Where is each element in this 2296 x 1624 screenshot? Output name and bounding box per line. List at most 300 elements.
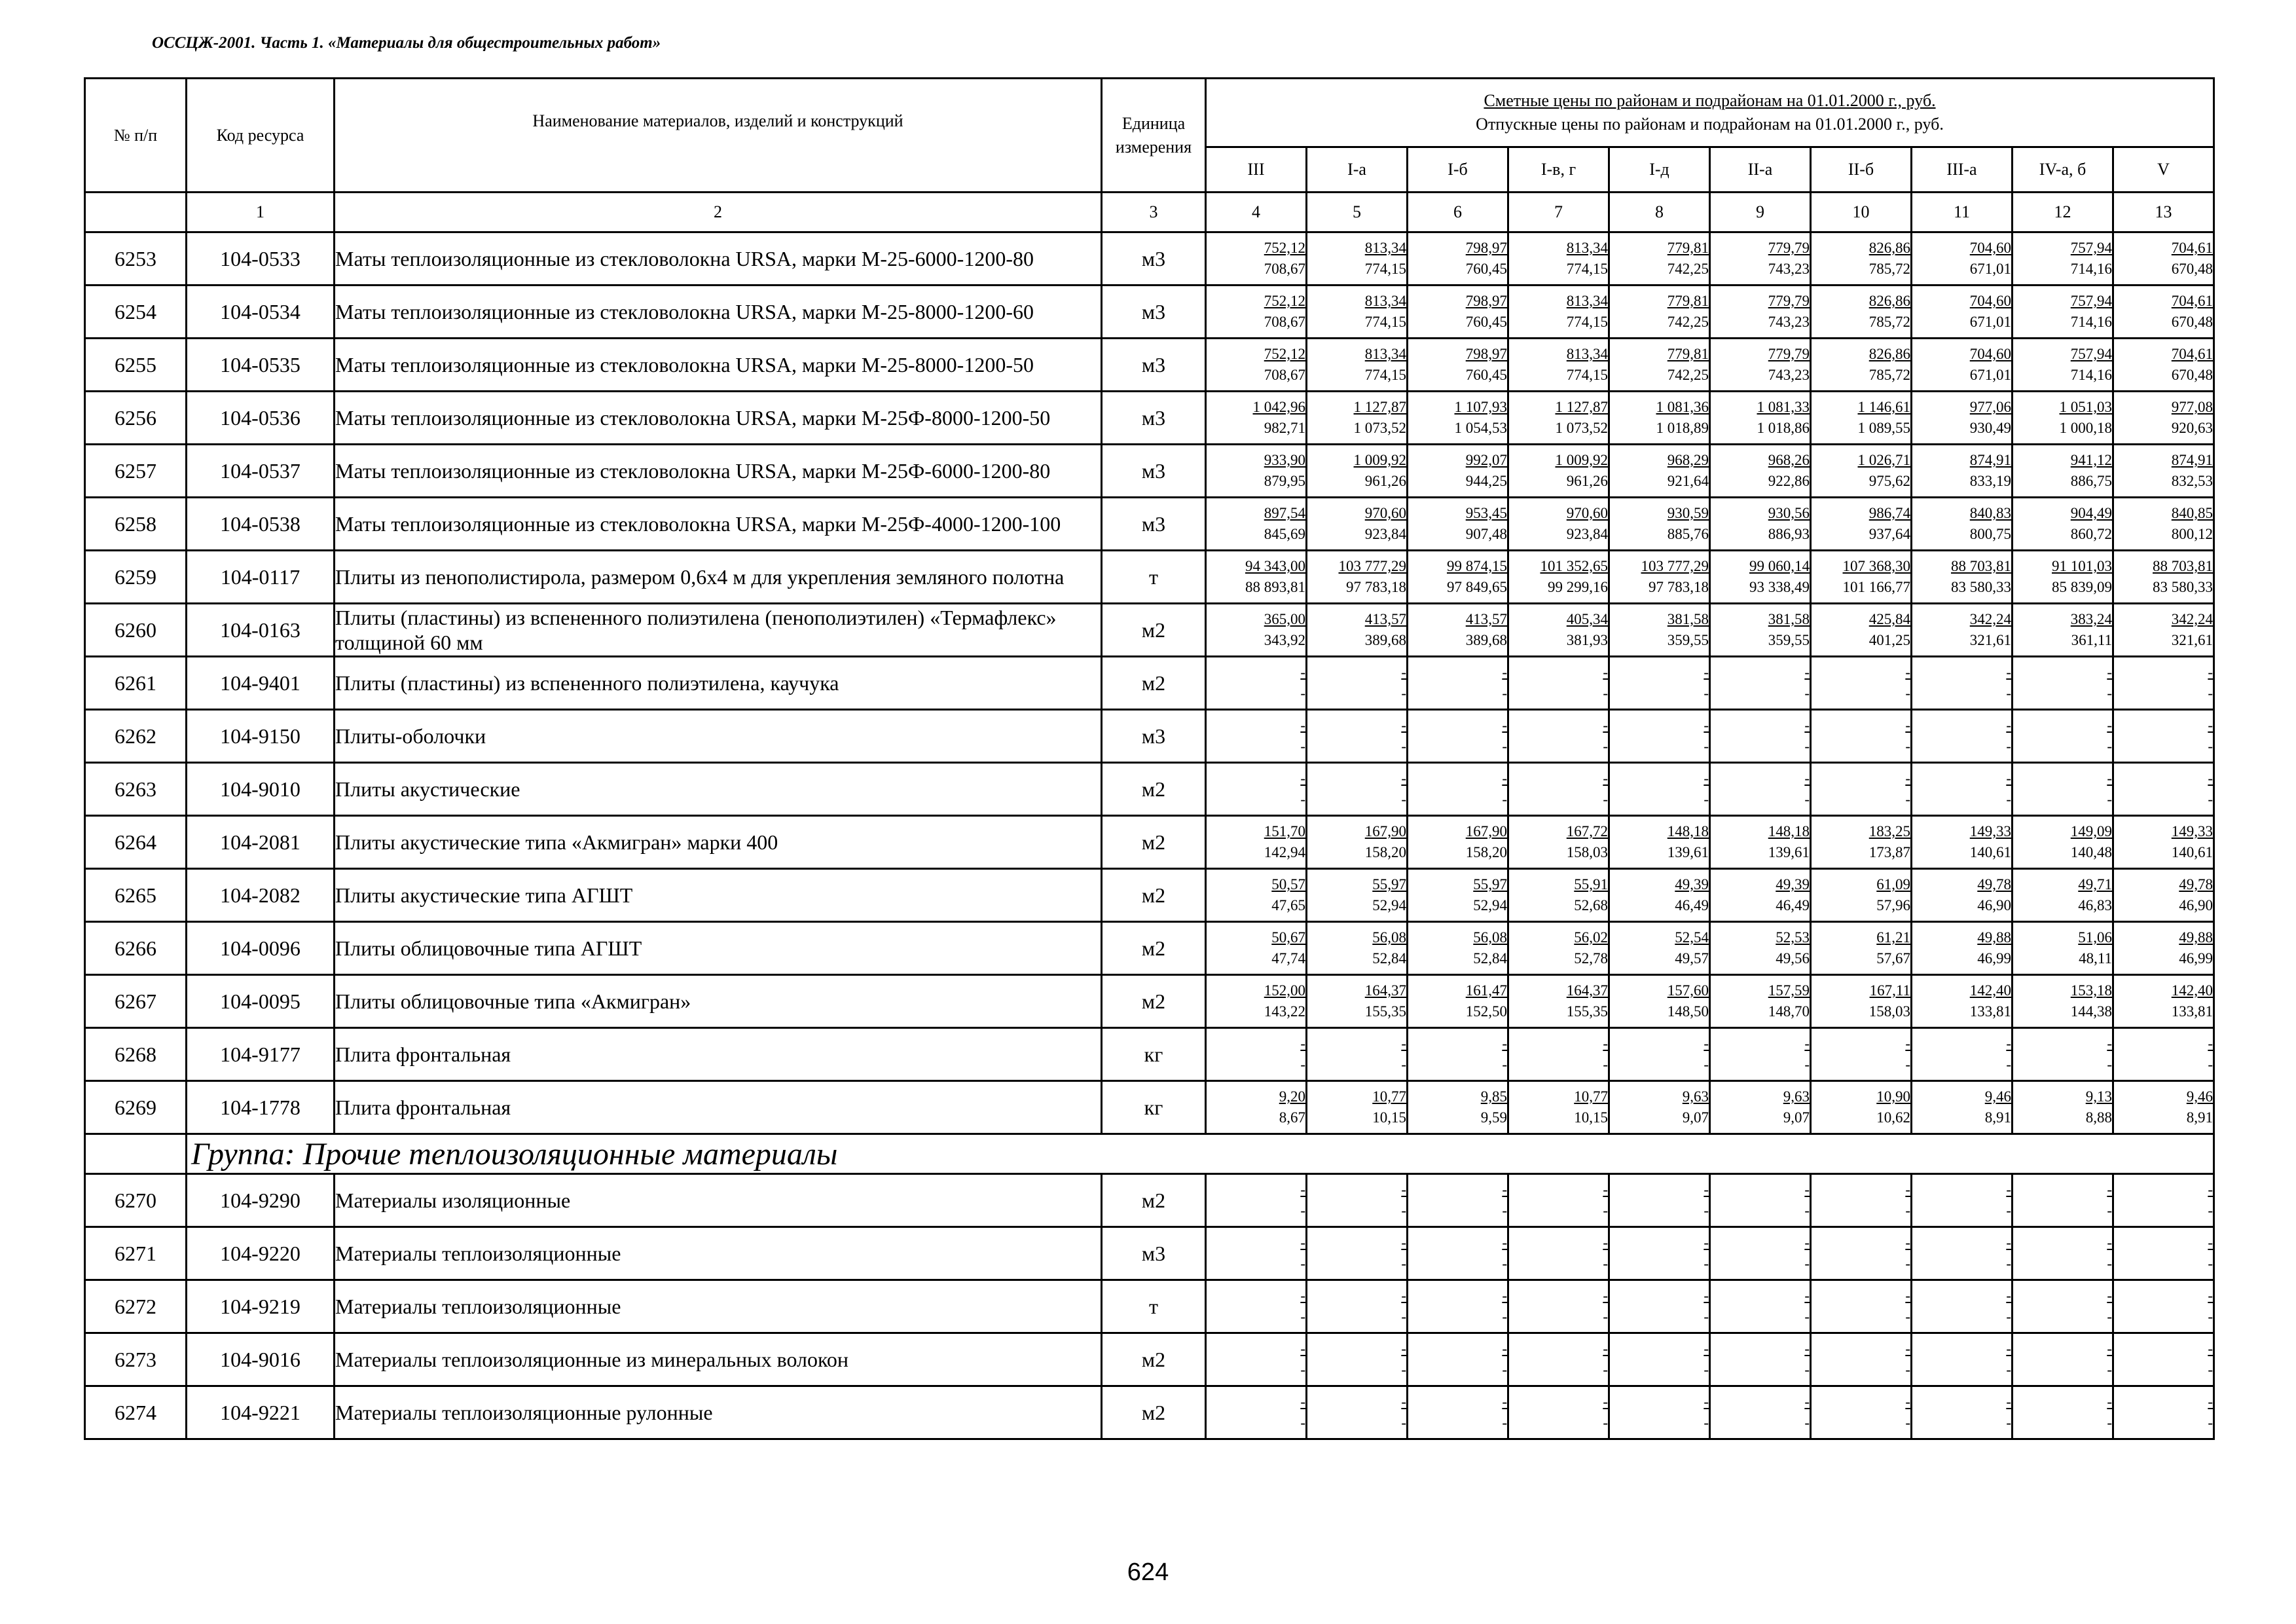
- table-row: [85, 232, 2214, 286]
- price-cell: [1912, 657, 2013, 710]
- unit-of-measure: м2: [1102, 657, 1206, 710]
- release-price: -: [1300, 1308, 1305, 1325]
- price-cell: [1206, 975, 1307, 1028]
- release-price: 800,75: [1969, 526, 2011, 542]
- price-cell: [1508, 763, 1609, 816]
- header-code: Код ресурса: [187, 79, 335, 193]
- price-cell: [2113, 763, 2214, 816]
- price-cell: [1710, 445, 1811, 498]
- price-cell: [2013, 339, 2113, 392]
- estimate-price: -: [2208, 717, 2214, 733]
- material-name: Материалы теплоизоляционные: [335, 1227, 1102, 1280]
- release-price: 1 018,86: [1757, 420, 1810, 436]
- estimate-price: 50,67: [1271, 929, 1305, 946]
- price-cell: [1508, 392, 1609, 445]
- price-cell: [1307, 1280, 1408, 1333]
- estimate-price: 148,18: [1768, 823, 1810, 840]
- estimate-price: -: [1502, 717, 1507, 733]
- release-price: 57,67: [1876, 950, 1910, 967]
- price-cell: [1508, 1280, 1609, 1333]
- release-price: 671,01: [1969, 367, 2011, 383]
- release-price: 785,72: [1868, 314, 1910, 330]
- unit-of-measure: м3: [1102, 1227, 1206, 1280]
- estimate-price: -: [1704, 1035, 1709, 1052]
- price-cell: [1811, 1386, 1912, 1439]
- price-cell: [1710, 1081, 1811, 1134]
- release-price: -: [2006, 1308, 2011, 1325]
- release-price: -: [1300, 791, 1305, 807]
- estimate-price: -: [1905, 1287, 1910, 1304]
- estimate-price: 813,34: [1566, 293, 1608, 309]
- release-price: -: [1704, 685, 1709, 701]
- price-cell: [1206, 445, 1307, 498]
- estimate-price: 49,78: [1977, 876, 2011, 893]
- release-price: 343,92: [1264, 632, 1305, 648]
- price-cell: [1609, 869, 1710, 922]
- price-cell: [1307, 551, 1408, 604]
- release-price: 57,96: [1876, 897, 1910, 913]
- release-price: 907,48: [1465, 526, 1507, 542]
- release-price: 671,01: [1969, 261, 2011, 277]
- release-price: 742,25: [1667, 261, 1709, 277]
- price-cell: [1912, 498, 2013, 551]
- price-cell: [2013, 1081, 2113, 1134]
- release-price: 1 073,52: [1555, 420, 1608, 436]
- estimate-price: -: [1905, 664, 1910, 680]
- unit-of-measure: м3: [1102, 339, 1206, 392]
- release-price: 85 839,09: [2052, 579, 2112, 595]
- unit-of-measure: м3: [1102, 498, 1206, 551]
- release-price: -: [2006, 1361, 2011, 1378]
- estimate-price: 704,60: [1969, 240, 2011, 256]
- price-cell: [1912, 975, 2013, 1028]
- estimate-price: -: [1804, 1287, 1810, 1304]
- estimate-price: -: [2208, 1340, 2214, 1357]
- release-price: -: [1502, 1308, 1507, 1325]
- estimate-price: 826,86: [1868, 293, 1910, 309]
- release-price: -: [2107, 1414, 2112, 1431]
- release-price: 670,48: [2171, 261, 2214, 277]
- price-cell: [2113, 392, 2214, 445]
- unit-of-measure: м2: [1102, 922, 1206, 975]
- estimate-price: -: [2107, 1287, 2112, 1304]
- price-cell: [1307, 392, 1408, 445]
- release-price: -: [2006, 1056, 2011, 1073]
- estimate-price: -: [1804, 1393, 1810, 1410]
- estimate-price: -: [1704, 1234, 1709, 1251]
- release-price: 52,84: [1372, 950, 1406, 967]
- release-price: 9,07: [1783, 1109, 1810, 1126]
- estimate-price: 813,34: [1364, 293, 1406, 309]
- price-cell: [1710, 604, 1811, 657]
- release-price: 47,74: [1271, 950, 1305, 967]
- material-name: Маты теплоизоляционные из стекловолокна URSA, марки М-25Ф-6000-1200-80: [335, 445, 1102, 498]
- release-price: -: [1401, 1414, 1406, 1431]
- table-row: [85, 763, 2214, 816]
- price-cell: [2013, 604, 2113, 657]
- price-cell: [1408, 604, 1508, 657]
- estimate-price: -: [2006, 1234, 2011, 1251]
- material-name: Материалы изоляционные: [335, 1174, 1102, 1227]
- release-price: -: [1401, 1255, 1406, 1272]
- resource-code: 104-9177: [187, 1028, 335, 1081]
- material-name: Плиты акустические типа «Акмигран» марки 400: [335, 816, 1102, 869]
- release-price: 671,01: [1969, 314, 2011, 330]
- release-price: -: [1401, 1308, 1406, 1325]
- release-price: -: [1603, 1308, 1608, 1325]
- release-price: 10,15: [1372, 1109, 1406, 1126]
- price-cell: [1408, 392, 1508, 445]
- price-cell: [1307, 1081, 1408, 1134]
- estimate-price: 425,84: [1868, 611, 1910, 627]
- estimate-price: 94 343,00: [1245, 558, 1305, 574]
- release-price: 774,15: [1566, 367, 1608, 383]
- release-price: 670,48: [2171, 314, 2214, 330]
- release-price: 46,90: [2179, 897, 2214, 913]
- release-price: 886,75: [2070, 473, 2112, 489]
- release-price: 1 000,18: [2059, 420, 2112, 436]
- estimate-price: 813,34: [1566, 346, 1608, 362]
- material-name: Материалы теплоизоляционные рулонные: [335, 1386, 1102, 1439]
- estimate-price: -: [1603, 1234, 1608, 1251]
- price-cell: [1609, 816, 1710, 869]
- price-cell: [1710, 1174, 1811, 1227]
- release-price: 1 089,55: [1857, 420, 1910, 436]
- price-cell: [1206, 1227, 1307, 1280]
- estimate-price: -: [2006, 1181, 2011, 1198]
- unit-of-measure: м2: [1102, 816, 1206, 869]
- price-cell: [1206, 339, 1307, 392]
- price-cell: [1912, 445, 2013, 498]
- release-price: -: [1704, 738, 1709, 754]
- estimate-price: 50,57: [1271, 876, 1305, 893]
- price-cell: [2113, 1333, 2214, 1386]
- estimate-price: 798,97: [1465, 240, 1507, 256]
- estimate-price: -: [2107, 1340, 2112, 1357]
- header-unit: Единица измерения: [1102, 79, 1206, 193]
- price-cell: [1811, 710, 1912, 763]
- price-cell: [1508, 445, 1609, 498]
- header-prices: [1206, 79, 2214, 147]
- resource-code: 104-0163: [187, 604, 335, 657]
- release-price: 321,61: [2171, 632, 2214, 648]
- price-cell: [1307, 710, 1408, 763]
- estimate-price: -: [1401, 664, 1406, 680]
- release-price: -: [2208, 738, 2214, 754]
- estimate-price: 10,90: [1876, 1088, 1910, 1105]
- header-name: Наименование материалов, изделий и конструкций: [335, 79, 1102, 193]
- release-price: -: [1502, 1056, 1507, 1073]
- row-number: 6258: [85, 498, 187, 551]
- estimate-price: -: [1603, 717, 1608, 733]
- group-title: Группа: Прочие теплоизоляционные материалы: [187, 1134, 2214, 1174]
- release-price: 133,81: [1969, 1003, 2011, 1020]
- release-price: 155,35: [1364, 1003, 1406, 1020]
- release-price: -: [2107, 1361, 2112, 1378]
- release-price: 714,16: [2070, 314, 2112, 330]
- release-price: 381,93: [1566, 632, 1608, 648]
- price-cell: [2113, 657, 2214, 710]
- estimate-price: -: [2208, 1234, 2214, 1251]
- header-region: I-д: [1609, 147, 1710, 193]
- price-cell: [1206, 232, 1307, 286]
- price-cell: [2113, 1174, 2214, 1227]
- table-row: [85, 392, 2214, 445]
- release-price: 785,72: [1868, 261, 1910, 277]
- estimate-price: 757,94: [2070, 346, 2112, 362]
- estimate-price: -: [1804, 1181, 1810, 1198]
- unit-of-measure: м3: [1102, 286, 1206, 339]
- release-price: -: [1603, 1202, 1608, 1219]
- estimate-price: -: [1401, 1287, 1406, 1304]
- resource-code: 104-0534: [187, 286, 335, 339]
- estimate-price: 49,39: [1776, 876, 1810, 893]
- release-price: 49,57: [1675, 950, 1709, 967]
- table-row: [85, 498, 2214, 551]
- release-price: 975,62: [1868, 473, 1910, 489]
- release-price: -: [2107, 1255, 2112, 1272]
- price-cell: [1811, 232, 1912, 286]
- release-price: -: [1401, 791, 1406, 807]
- estimate-price: -: [1502, 1287, 1507, 1304]
- price-cell: [1609, 392, 1710, 445]
- release-price: -: [2107, 1056, 2112, 1073]
- price-cell: [2013, 392, 2113, 445]
- header-region: V: [2113, 147, 2214, 193]
- estimate-price: -: [1704, 770, 1709, 786]
- material-name: Маты теплоизоляционные из стекловолокна URSA, марки М-25Ф-8000-1200-50: [335, 392, 1102, 445]
- estimate-price: 986,74: [1868, 505, 1910, 521]
- price-cell: [1609, 551, 1710, 604]
- row-number: 6261: [85, 657, 187, 710]
- price-cell: [1710, 551, 1811, 604]
- price-cell: [1408, 975, 1508, 1028]
- estimate-price: 977,08: [2171, 399, 2214, 415]
- price-cell: [1912, 816, 2013, 869]
- release-price: 833,19: [1969, 473, 2011, 489]
- price-cell: [1408, 763, 1508, 816]
- price-cell: [1206, 710, 1307, 763]
- release-price: 152,50: [1465, 1003, 1507, 1020]
- price-cell: [1508, 1028, 1609, 1081]
- resource-code: 104-2082: [187, 869, 335, 922]
- release-price: 140,48: [2070, 844, 2112, 860]
- release-price: 52,78: [1574, 950, 1608, 967]
- estimate-price: -: [1401, 1035, 1406, 1052]
- estimate-price: 101 352,65: [1540, 558, 1608, 574]
- release-price: 173,87: [1868, 844, 1910, 860]
- release-price: 93 338,49: [1749, 579, 1810, 595]
- estimate-price: 52,53: [1776, 929, 1810, 946]
- header-column-number: 9: [1710, 193, 1811, 232]
- price-cell: [1307, 1333, 1408, 1386]
- price-cell: [1811, 551, 1912, 604]
- estimate-price: -: [1804, 770, 1810, 786]
- release-price: 743,23: [1768, 314, 1810, 330]
- material-name: Материалы теплоизоляционные: [335, 1280, 1102, 1333]
- estimate-price: 813,34: [1566, 240, 1608, 256]
- price-cell: [1811, 392, 1912, 445]
- unit-of-measure: м2: [1102, 763, 1206, 816]
- price-cell: [1811, 339, 1912, 392]
- price-cell: [2113, 710, 2214, 763]
- header-column-number-blank: [85, 193, 187, 232]
- price-cell: [1508, 922, 1609, 975]
- estimate-price: 381,58: [1667, 611, 1709, 627]
- release-price: 845,69: [1264, 526, 1305, 542]
- material-name: Плиты-оболочки: [335, 710, 1102, 763]
- price-cell: [2013, 1333, 2113, 1386]
- header-column-number: 4: [1206, 193, 1307, 232]
- release-price: 774,15: [1364, 314, 1406, 330]
- estimate-price: -: [1401, 770, 1406, 786]
- estimate-price: -: [1300, 1393, 1305, 1410]
- estimate-price: 405,34: [1566, 611, 1608, 627]
- release-price: -: [1905, 1202, 1910, 1219]
- price-cell: [1811, 657, 1912, 710]
- price-cell: [1710, 1386, 1811, 1439]
- estimate-price: 99 060,14: [1749, 558, 1810, 574]
- estimate-price: 342,24: [1969, 611, 2011, 627]
- release-price: 920,63: [2171, 420, 2214, 436]
- price-cell: [1609, 1227, 1710, 1280]
- price-cell: [1307, 445, 1408, 498]
- unit-of-measure: кг: [1102, 1081, 1206, 1134]
- price-cell: [1408, 816, 1508, 869]
- price-cell: [1912, 869, 2013, 922]
- release-price: -: [2208, 1414, 2214, 1431]
- estimate-price: -: [2208, 1393, 2214, 1410]
- release-price: 49,56: [1776, 950, 1810, 967]
- release-price: 148,50: [1667, 1003, 1709, 1020]
- row-number: 6274: [85, 1386, 187, 1439]
- release-price: -: [2208, 1202, 2214, 1219]
- release-price: -: [1804, 1255, 1810, 1272]
- price-cell: [1609, 922, 1710, 975]
- release-price: -: [1704, 1202, 1709, 1219]
- price-cell: [1408, 1280, 1508, 1333]
- price-cell: [1206, 816, 1307, 869]
- resource-code: 104-0537: [187, 445, 335, 498]
- release-price: 714,16: [2070, 261, 2112, 277]
- estimate-price: -: [1704, 1340, 1709, 1357]
- resource-code: 104-9220: [187, 1227, 335, 1280]
- release-price: -: [1502, 1361, 1507, 1378]
- price-cell: [1811, 1280, 1912, 1333]
- release-price: 48,11: [2079, 950, 2112, 967]
- price-cell: [1408, 1174, 1508, 1227]
- estimate-price: 826,86: [1868, 240, 1910, 256]
- price-cell: [1811, 286, 1912, 339]
- estimate-price: 704,60: [1969, 346, 2011, 362]
- price-cell: [2113, 1028, 2214, 1081]
- release-price: 155,35: [1566, 1003, 1608, 1020]
- price-cell: [1307, 1227, 1408, 1280]
- estimate-price: 904,49: [2070, 505, 2112, 521]
- release-price: 774,15: [1566, 314, 1608, 330]
- price-cell: [1912, 339, 2013, 392]
- material-name: Плиты облицовочные типа АГШТ: [335, 922, 1102, 975]
- row-number: 6256: [85, 392, 187, 445]
- release-price: -: [1804, 685, 1810, 701]
- release-price: -: [2208, 1308, 2214, 1325]
- release-price: -: [1401, 1361, 1406, 1378]
- price-cell: [1912, 1227, 2013, 1280]
- price-cell: [2113, 975, 2214, 1028]
- estimate-price: 970,60: [1566, 505, 1608, 521]
- price-cell: [1307, 1174, 1408, 1227]
- estimate-price: 91 101,03: [2052, 558, 2112, 574]
- header-region: II-б: [1811, 147, 1912, 193]
- estimate-price: 977,06: [1969, 399, 2011, 415]
- price-cell: [1912, 392, 2013, 445]
- estimate-price: 9,63: [1783, 1088, 1810, 1105]
- price-cell: [2013, 1280, 2113, 1333]
- header-column-number: 10: [1811, 193, 1912, 232]
- release-price: 923,84: [1566, 526, 1608, 542]
- price-cell: [2013, 1028, 2113, 1081]
- table-row: [85, 1174, 2214, 1227]
- release-price: 321,61: [1969, 632, 2011, 648]
- estimate-price: 1 127,87: [1555, 399, 1608, 415]
- release-price: 9,59: [1480, 1109, 1507, 1126]
- estimate-price: 897,54: [1264, 505, 1305, 521]
- estimate-price: -: [1905, 1393, 1910, 1410]
- price-cell: [1609, 1333, 1710, 1386]
- price-cell: [2013, 1227, 2113, 1280]
- price-cell: [2113, 445, 2214, 498]
- price-cell: [1609, 498, 1710, 551]
- estimate-price: -: [1603, 1340, 1608, 1357]
- unit-of-measure: т: [1102, 551, 1206, 604]
- release-price: -: [1804, 1308, 1810, 1325]
- table-row: [85, 551, 2214, 604]
- price-cell: [1206, 498, 1307, 551]
- price-cell: [2113, 286, 2214, 339]
- price-cell: [1710, 286, 1811, 339]
- estimate-price: 161,47: [1465, 982, 1507, 999]
- unit-of-measure: м3: [1102, 232, 1206, 286]
- price-cell: [1811, 498, 1912, 551]
- unit-of-measure: м2: [1102, 1333, 1206, 1386]
- estimate-price: 826,86: [1868, 346, 1910, 362]
- estimate-price: 779,81: [1667, 346, 1709, 362]
- estimate-price: 1 051,03: [2059, 399, 2112, 415]
- price-cell: [2113, 1280, 2214, 1333]
- release-price: 760,45: [1465, 367, 1507, 383]
- release-price: 158,20: [1364, 844, 1406, 860]
- estimate-price: 704,61: [2171, 346, 2214, 362]
- estimate-price: 9,46: [1984, 1088, 2011, 1105]
- price-table: [84, 77, 2215, 1440]
- estimate-price: 798,97: [1465, 293, 1507, 309]
- price-cell: [1710, 763, 1811, 816]
- header-column-number: 2: [335, 193, 1102, 232]
- release-price: 144,38: [2070, 1003, 2112, 1020]
- resource-code: 104-9221: [187, 1386, 335, 1439]
- price-cell: [1811, 763, 1912, 816]
- estimate-price: 56,08: [1372, 929, 1406, 946]
- release-price: 143,22: [1264, 1003, 1305, 1020]
- row-number: 6268: [85, 1028, 187, 1081]
- release-price: 97 783,18: [1649, 579, 1709, 595]
- estimate-price: 752,12: [1264, 346, 1305, 362]
- release-price: 8,67: [1279, 1109, 1305, 1126]
- estimate-price: 157,59: [1768, 982, 1810, 999]
- estimate-price: 941,12: [2070, 452, 2112, 468]
- material-name: Плита фронтальная: [335, 1028, 1102, 1081]
- release-price: 158,03: [1868, 1003, 1910, 1020]
